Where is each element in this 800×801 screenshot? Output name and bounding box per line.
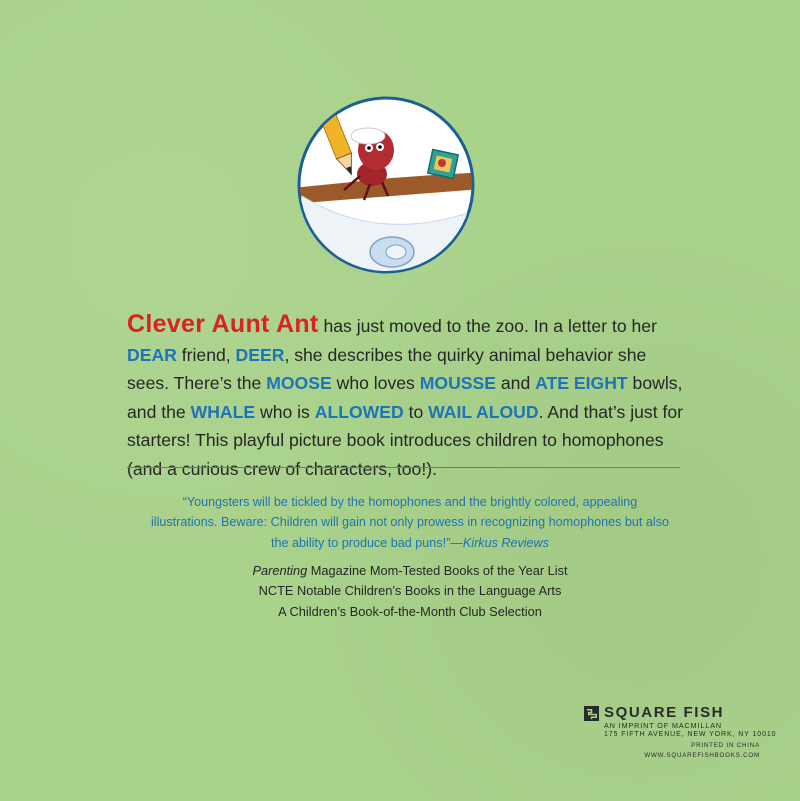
publisher-website: WWW.SQUAREFISHBOOKS.COM [644, 752, 760, 759]
review-text: “Youngsters will be tickled by the homophones and the brightly colored, appealing illustrations. Beware: Children will gain not only prowess in recognizing homophones but also the ability to produce bad puns!” [150, 495, 670, 550]
description-text: and [496, 373, 536, 394]
homophone-word: WAIL ALOUD [428, 401, 539, 422]
description-text: who loves [331, 373, 420, 394]
picture-frame-icon [428, 150, 458, 179]
description-text: , she describes the quirky animal behavior she sees. There’s the [127, 344, 647, 394]
homophone-word: ALLOWED [314, 401, 404, 422]
printed-in: PRINTED IN CHINA [691, 742, 760, 749]
review-source: —Kirkus Reviews [450, 535, 549, 550]
cover-illustration [272, 96, 500, 274]
description-text: friend, [176, 344, 236, 365]
homophone-word: MOOSE [266, 373, 332, 394]
publisher-imprint: AN IMPRINT OF MACMILLAN [604, 721, 723, 730]
description-text: bowls, and the [127, 373, 683, 422]
award-text: Magazine Mom-Tested Books of the Year List [307, 563, 568, 578]
publisher-address: 175 FIFTH AVENUE, NEW YORK, NY 10010 [604, 731, 777, 738]
award-item [150, 561, 670, 581]
homophone-word: DEER [235, 344, 285, 365]
book-description [127, 310, 687, 484]
homophone-word: ATE EIGHT [535, 373, 628, 394]
homophone-word: MOUSSE [419, 373, 496, 394]
awards-list [150, 561, 670, 622]
award-item: NCTE Notable Children’s Books in the Language Arts [258, 583, 562, 599]
description-text: who is [255, 401, 315, 422]
award-item: A Children’s Book-of-the-Month Club Selection [278, 603, 542, 619]
homophone-word: WHALE [190, 401, 256, 422]
description-text: has just moved to the zoo. In a letter to her [318, 316, 657, 336]
award-magazine-name: Parenting [252, 563, 308, 578]
publisher-name: SQUARE FISH [604, 704, 725, 721]
description-text: . And that’s just for starters! This playful picture book introduces children to homophones (and a curious crew of characters, too!). [127, 401, 684, 479]
square-fish-logo-icon [584, 706, 599, 721]
divider-rule [127, 467, 680, 468]
review-quote [150, 492, 670, 553]
lead-phrase: Clever Aunt Ant [127, 310, 319, 338]
description-text: to [403, 401, 429, 422]
homophone-word: DEAR [127, 344, 177, 365]
